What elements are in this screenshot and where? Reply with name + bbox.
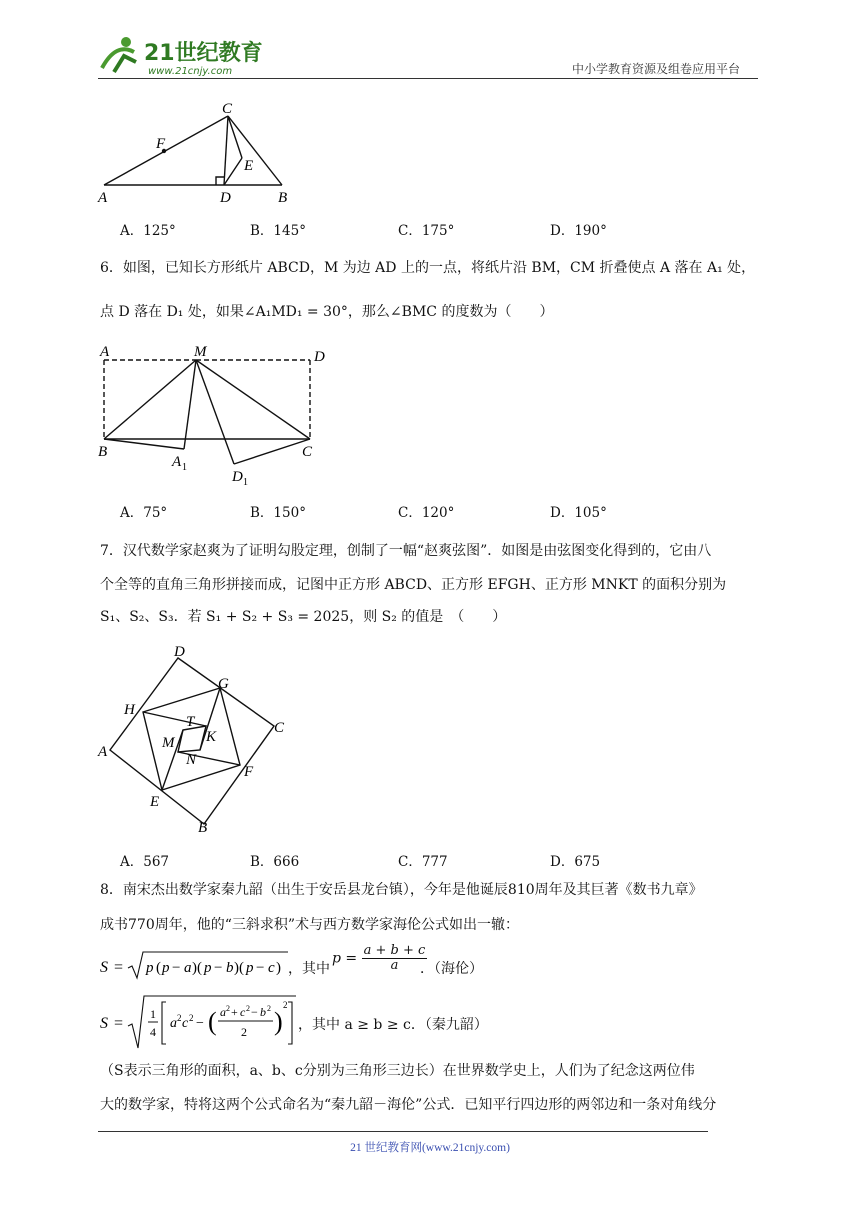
q8-text-line2: 成书770周年，他的“三斜求积”术与西方数学家海伦公式如出一辙： [100,917,520,933]
svg-text:D: D [174,644,185,660]
svg-text:H: H [124,702,135,718]
svg-text:2: 2 [226,1004,230,1013]
site-logo [96,32,266,78]
svg-text:c: c [268,960,275,976]
logo-url: www.21cnjy.com [148,66,233,77]
svg-text:(: ( [156,960,161,976]
svg-text:4: 4 [150,1025,156,1039]
svg-text:): ) [276,960,281,976]
q8-text-line5: （S表示三角形的面积，a、b、c分别为三角形三边长）在世界数学史上，人们为了纪念这两位伟 [100,1063,695,1079]
svg-text:D: D [232,469,243,485]
svg-text:a: a [170,1016,177,1031]
qin-tail: ，其中 a ≥ b ≥ c．（秦九韶） [298,1017,488,1033]
svg-text:C: C [222,101,233,117]
svg-text:A: A [98,190,108,206]
svg-text:S: S [100,959,108,976]
q6-option-c[interactable]: C．120° [398,505,455,521]
svg-text:2: 2 [189,1013,194,1023]
q5-option-a[interactable]: A．125° [120,223,176,239]
svg-text:F: F [244,764,254,780]
header-divider [98,78,758,79]
svg-text:C: C [274,720,285,736]
svg-text:p: p [204,960,212,976]
svg-text:E: E [150,794,160,810]
svg-text:−: − [172,960,181,976]
svg-text:F: F [156,136,166,152]
svg-text:)(: )( [192,960,202,976]
q6-option-b[interactable]: B．150° [250,505,306,521]
svg-text:A: A [172,454,182,470]
svg-text:B: B [198,820,208,836]
svg-text:2: 2 [246,1004,250,1013]
q7-text-line3: S₁、S₂、S₃．若 S₁ + S₂ + S₃ = 2025，则 S₂ 的值是 （ ） [100,609,507,625]
footer-text[interactable]: 21 世纪教育网(www.21cnjy.com) [350,1142,510,1154]
q7-text-line2: 个全等的直角三角形拼接而成，记图中正方形 ABCD、正方形 EFGH、正方形 MNKT 的面积分别为 [100,577,727,593]
svg-text:=: = [114,959,124,976]
svg-text:N: N [186,752,197,768]
svg-text:p: p [146,960,154,976]
svg-text:D: D [220,190,231,206]
q7-option-c[interactable]: C．777 [398,854,448,870]
q5-option-b[interactable]: B．145° [250,223,306,239]
q7-text-line1: 7．汉代数学家赵爽为了证明勾股定理，创制了一幅“赵爽弦图”．如图是由弦图变化得到的，它由八 [100,543,712,559]
svg-text:B: B [98,444,108,460]
svg-text:−: − [196,1016,204,1031]
q6-option-a[interactable]: A．75° [120,505,168,521]
qin-formula [100,992,300,1056]
svg-text:b: b [260,1005,266,1019]
svg-text:A: A [100,344,110,360]
svg-text:−: − [251,1005,258,1019]
heron-p-def: p = $\frac{a + b + c}{a}$ [332,943,426,973]
svg-text:S: S [100,1015,108,1032]
footer-divider [98,1131,708,1132]
q7-option-b[interactable]: B．666 [250,854,300,870]
svg-text:G: G [218,676,229,692]
svg-text:B: B [278,190,288,206]
svg-text:C: C [302,444,313,460]
svg-text:−: − [214,960,223,976]
svg-text:K: K [206,729,217,745]
q5-option-c[interactable]: C．175° [398,223,455,239]
svg-text:2: 2 [241,1025,247,1039]
q8-text-line6: 大的数学家，特将这两个公式命名为“秦九韶－海伦”公式．已知平行四边形的两邻边和一条对角线分 [100,1097,717,1113]
heron-label: ．（海伦） [420,961,483,977]
svg-text:c: c [182,1016,189,1031]
svg-text:b: b [226,960,234,976]
header-platform-text: 中小学教育资源及组卷应用平台 [572,62,741,76]
svg-text:1: 1 [150,1007,156,1021]
svg-text:a: a [184,960,192,976]
svg-text:(: ( [208,1007,217,1036]
q5-figure [96,100,306,214]
svg-text:+: + [231,1005,238,1019]
logo-text: 21世纪教育 [144,41,263,66]
svg-text:D: D [314,349,325,365]
q6-text-line1: 6．如图，已知长方形纸片 ABCD，M 为边 AD 上的一点，将纸片沿 BM，CM 折叠使点 A 落在 A₁ 处， [100,260,756,276]
q6-option-d[interactable]: D．105° [550,505,607,521]
svg-text:M: M [162,735,175,751]
svg-text:c: c [240,1005,246,1019]
svg-text:2: 2 [283,1000,288,1010]
svg-text:M: M [194,344,207,360]
svg-text:E: E [244,158,254,174]
q8-text-line1: 8．南宋杰出数学家秦九韶（出生于安岳县龙台镇），今年是他诞辰810周年及其巨著《数书九章》 [100,882,703,898]
svg-text:a: a [220,1005,226,1019]
svg-text:2: 2 [267,1004,271,1013]
heron-tail: ，其中 [288,961,330,977]
svg-text:T: T [186,714,195,730]
q6-figure [96,336,346,492]
q5-option-d[interactable]: D．190° [550,223,607,239]
svg-text:1: 1 [182,462,187,473]
svg-text:1: 1 [243,477,248,488]
q6-text-line2: 点 D 落在 D₁ 处，如果∠A₁MD₁ = 30°，那么∠BMC 的度数为（ ） [100,304,554,320]
q7-figure [96,640,296,844]
svg-text:−: − [256,960,265,976]
svg-text:p: p [162,960,170,976]
svg-text:): ) [274,1007,283,1036]
svg-text:)(: )( [234,960,244,976]
svg-text:A: A [98,744,108,760]
svg-text:=: = [114,1015,124,1032]
svg-text:2: 2 [177,1013,182,1023]
q7-option-a[interactable]: A．567 [120,854,170,870]
q7-option-d[interactable]: D．675 [550,854,601,870]
heron-formula [100,948,290,988]
svg-text:p: p [246,960,254,976]
